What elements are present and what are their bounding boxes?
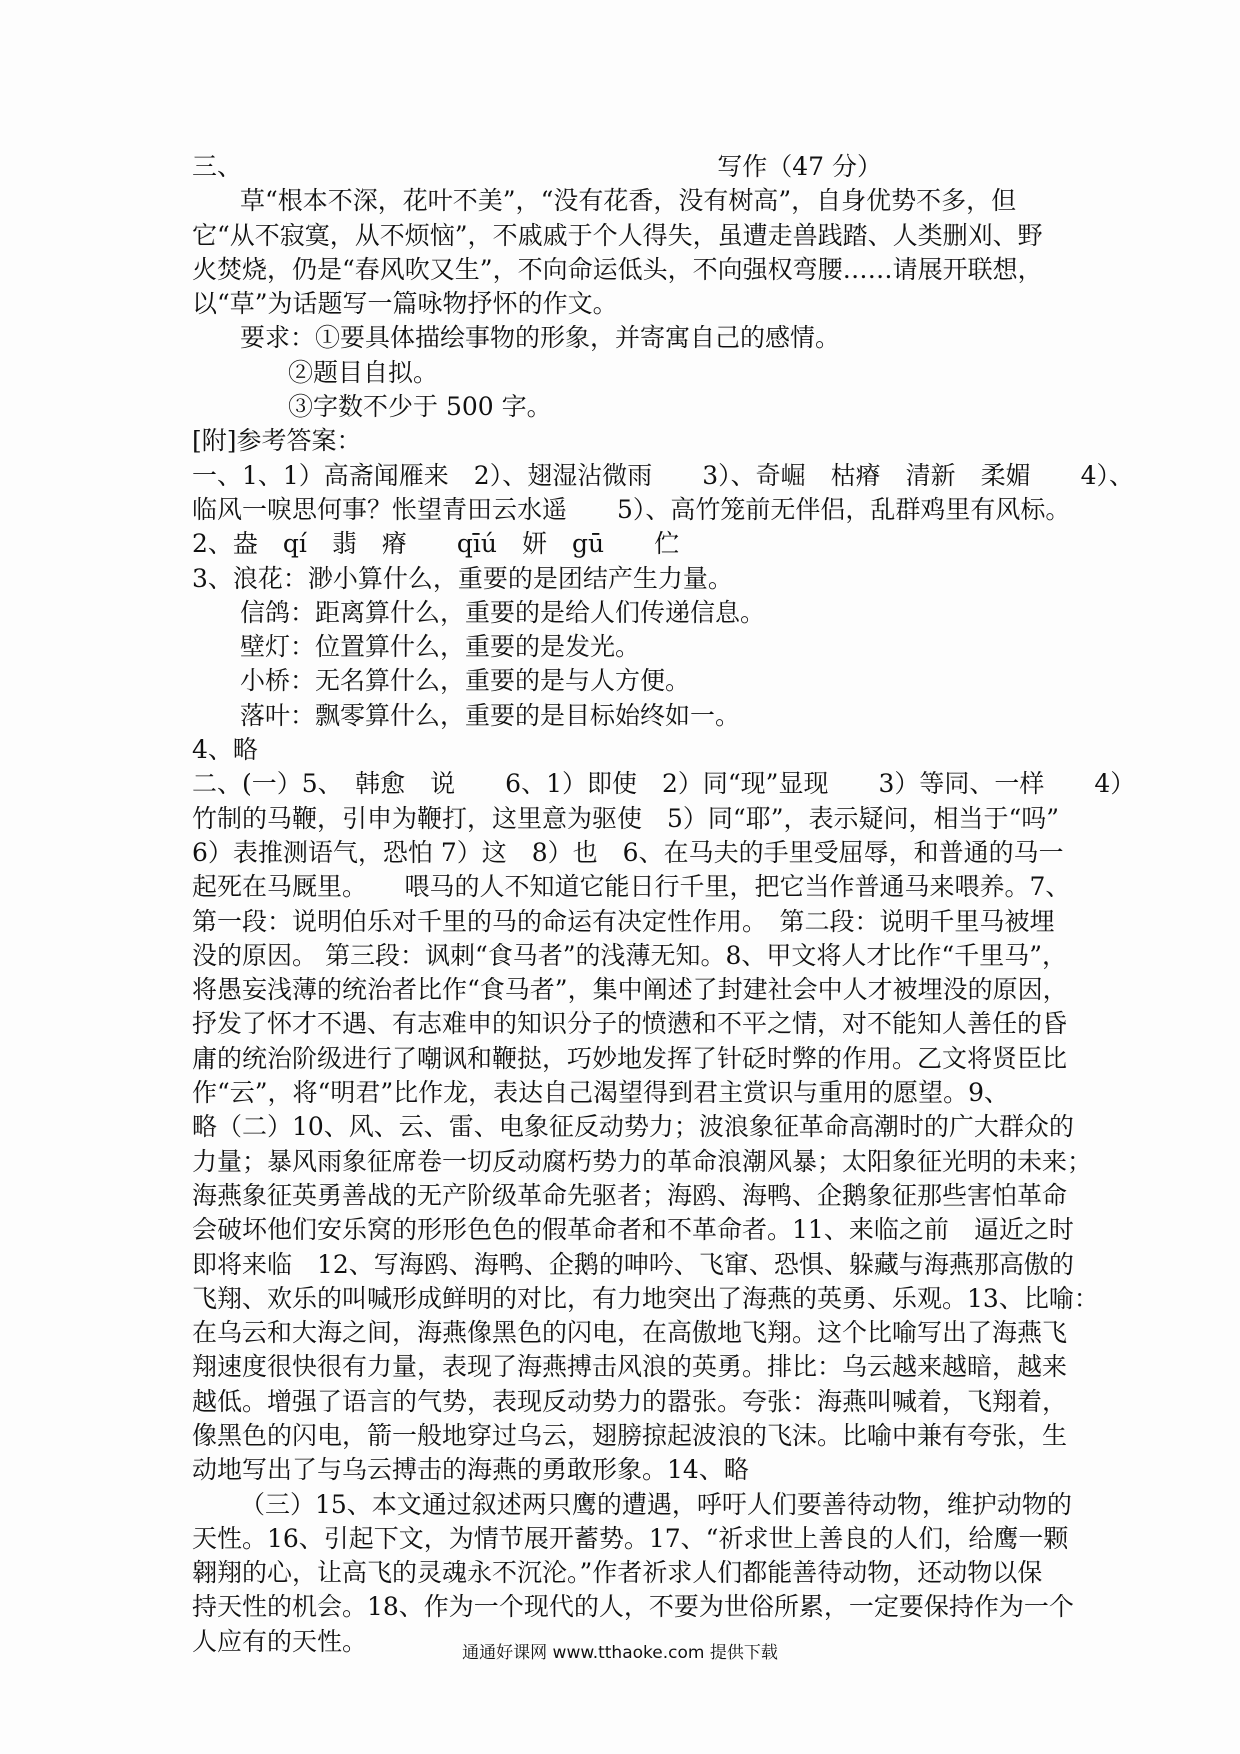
prompt-line: 草“根本不深，花叶不美”，“没有花香，没有树高”，自身优势不多，但 (240, 186, 1017, 216)
answer-sub-line: 壁灯：位置算什么，重要的是发光。 (240, 632, 641, 662)
answer-line: 将愚妄浅薄的统治者比作“食马者”，集中阐述了封建社会中人才被埋没的原因， (192, 975, 1068, 1005)
answer-sub-line: 落叶：飘零算什么，重要的是目标始终如一。 (240, 700, 741, 730)
answer-line: 翔速度很快很有力量，表现了海燕搏击风浪的英勇。排比：乌云越来越暗，越来 (192, 1352, 1068, 1382)
page-footer: 通通好课网 www.tthaoke.com 提供下载 (462, 1643, 778, 1663)
answers-part-2 (192, 767, 1136, 1487)
answer-line: 竹制的马鞭，引申为鞭打，这里意为驱使 5）同“耶”，表示疑问，相当于“吗” (192, 803, 1060, 833)
section-3-label: 三、 (192, 152, 243, 181)
answer-line: 3、浪花：渺小算什么，重要的是团结产生力量。 (192, 563, 733, 593)
prompt-line: 以“草”为话题写一篇咏物抒怀的作文。 (192, 289, 618, 319)
prompt-line: 它“从不寂寞，从不烦恼”，不戚戚于个人得失，虽遭走兽践踏、人类删刈、野 (192, 220, 1043, 250)
answer-line: 动地写出了与乌云搏击的海燕的勇敢形象。14、略 (192, 1455, 749, 1485)
answer-line: 持天性的机会。18、作为一个现代的人，不要为世俗所累，一定要保持作为一个 (192, 1592, 1074, 1622)
answer-sub-line: 信鸽：距离算什么，重要的是给人们传递信息。 (240, 597, 766, 627)
answer-line: 天性。16、引起下文，为情节展开蓄势。17、“祈求世上善良的人们，给鹰一颗 (192, 1523, 1069, 1553)
requirement-line: 要求：①要具体描绘事物的形象，并寄寓自己的感情。 (240, 323, 841, 353)
requirements (192, 321, 1052, 424)
answer-line: 二、(一）5、 韩愈 说 6、1）即使 2）同“现”显现 3）等同、一样 4） (192, 769, 1136, 799)
answer-line: 力量；暴风雨象征席卷一切反动腐朽势力的革命浪潮风暴；太阳象征光明的未来； (192, 1146, 1093, 1176)
answer-line: 海燕象征英勇善战的无产阶级革命先驱者；海鸥、海鸭、企鹅象征那些害怕革命 (192, 1180, 1068, 1210)
answers-part-1 (192, 459, 1135, 768)
requirement-line: ②题目自拟。 (288, 357, 439, 387)
answer-sub-line: 小桥：无名算什么，重要的是与人方便。 (240, 666, 691, 696)
answer-line: 起死在马厩里。 喂马的人不知道它能日行千里，把它当作普通马来喂养。7、 (192, 872, 1071, 902)
answer-line: 2、盎 qí 翡 瘠 qīú 妍 gū 伫 (192, 529, 680, 559)
section-3-header (192, 150, 882, 184)
answer-line: 会破坏他们安乐窝的形形色色的假革命者和不革命者。11、来临之前 逼近之时 (192, 1215, 1074, 1245)
answer-line: 作“云”，将“明君”比作龙，表达自己渴望得到君主赏识与重用的愿望。9、 (192, 1078, 1010, 1108)
answer-line: 像黑色的闪电，箭一般地穿过乌云，翅膀掠起波浪的飞沫。比喻中兼有夸张，生 (192, 1420, 1068, 1450)
document-body (192, 150, 1136, 1659)
answers-part-3 (192, 1488, 1074, 1659)
answer-line: 没的原因。 第三段：讽刺“食马者”的浅薄无知。8、甲文将人才比作“千里马”， (192, 940, 1067, 970)
answer-line: 庸的统治阶级进行了嘲讽和鞭挞，巧妙地发挥了针砭时弊的作用。乙文将贤臣比 (192, 1043, 1068, 1073)
prompt-line: 火焚烧，仍是“春风吹又生”，不向命运低头，不向强权弯腰……请展开联想， (192, 254, 1043, 284)
answers-heading: [附]参考答案： (192, 426, 362, 456)
answer-line: （三）15、本文通过叙述两只鹰的遭遇，呼吁人们要善待动物，维护动物的 (240, 1489, 1072, 1519)
writing-prompt (192, 184, 1052, 321)
answer-line: 越低。增强了语言的气势，表现反动势力的嚣张。夸张：海燕叫喊着，飞翔着， (192, 1386, 1068, 1416)
answer-line: 6）表推测语气，恐怕 7）这 8）也 6、在马夫的手里受屈辱，和普通的马一 (192, 837, 1064, 867)
answer-line: 第一段：说明伯乐对千里的马的命运有决定性作用。 第二段：说明千里马被埋 (192, 906, 1055, 936)
answer-line: 在乌云和大海之间，海燕像黑色的闪电，在高傲地飞翔。这个比喻写出了海燕飞 (192, 1318, 1068, 1348)
answer-line: 抒发了怀才不遇、有志难申的知识分子的愤懑和不平之情，对不能知人善任的昏 (192, 1009, 1068, 1039)
answer-line: 略（二）10、风、云、雷、电象征反动势力；波浪象征革命高潮时的广大群众的 (192, 1112, 1074, 1142)
answer-line: 临风一唳思何事？怅望青田云水遥 5）、高竹笼前无伴侣，乱群鸡里有风标。 (192, 494, 1071, 524)
answer-line: 4、略 (192, 735, 258, 765)
answer-line: 人应有的天性。 (192, 1626, 368, 1656)
requirement-line: ③字数不少于 500 字。 (288, 392, 552, 422)
answer-line: 翱翔的心，让高飞的灵魂永不沉沦。”作者祈求人们都能善待动物，还动物以保 (192, 1558, 1043, 1588)
section-3-title: 写作（47 分） (717, 152, 882, 181)
answer-line: 即将来临 12、写海鸥、海鸭、企鹅的呻吟、飞窜、恐惧、躲藏与海燕那高傲的 (192, 1249, 1074, 1279)
answer-line: 一、1、1）高斋闻雁来 2）、翅湿沾微雨 3）、奇崛 枯瘠 清新 柔媚 4）、 (192, 460, 1135, 490)
answer-line: 飞翔、欢乐的叫喊形成鲜明的对比，有力地突出了海燕的英勇、乐观。13、比喻： (192, 1283, 1099, 1313)
